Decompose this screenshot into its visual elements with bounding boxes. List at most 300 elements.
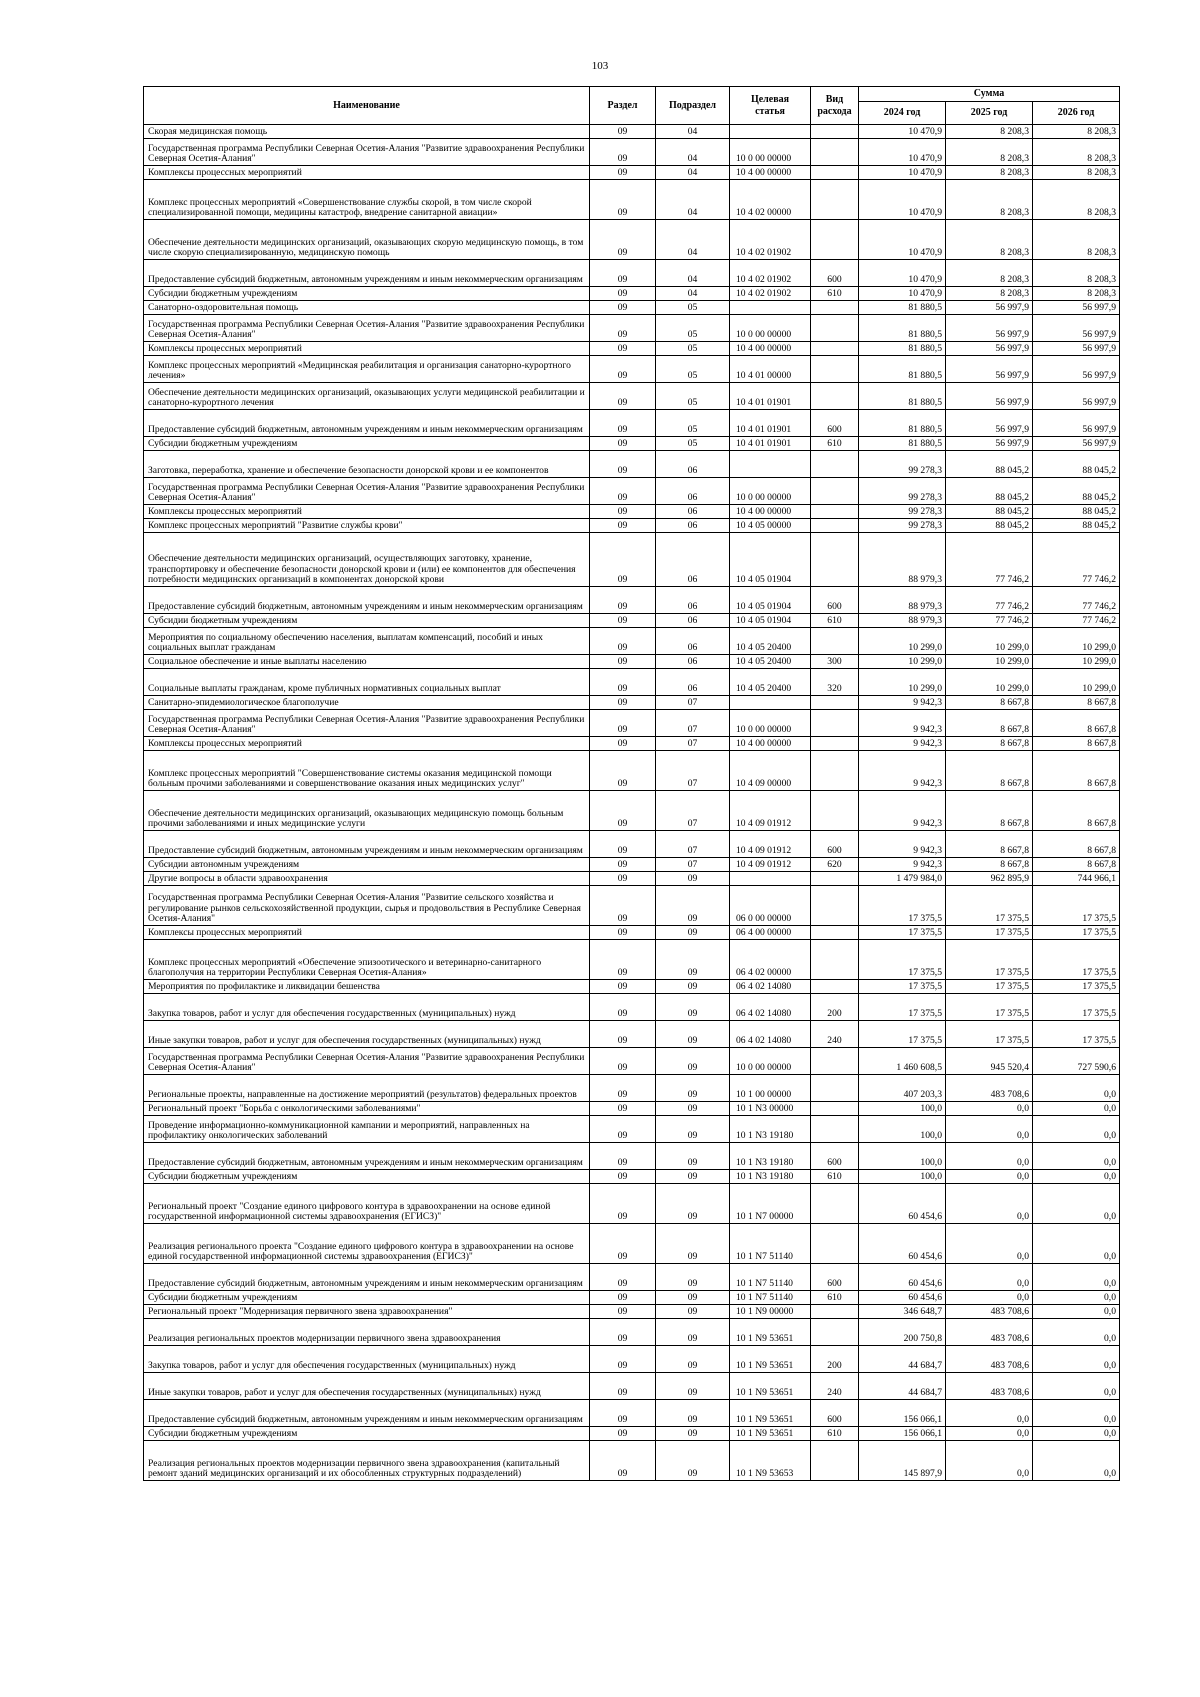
row-sum-2025: 8 208,3: [946, 139, 1033, 166]
table-row: [144, 655, 1120, 669]
header-name: Наименование: [144, 87, 590, 125]
table-row: [144, 505, 1120, 519]
row-sum-2024: 407 203,3: [859, 1075, 946, 1102]
table-row: [144, 519, 1120, 533]
row-section: 09: [590, 1170, 656, 1184]
row-sum-2025: 10 299,0: [946, 655, 1033, 669]
row-sum-2026: 8 208,3: [1033, 260, 1120, 287]
row-expense-type: [811, 505, 859, 519]
row-subsection: 04: [656, 220, 730, 260]
row-target-item: 10 0 00 00000: [730, 315, 811, 342]
row-expense-type: [811, 980, 859, 994]
row-name: Комплексы процессных мероприятий: [144, 342, 590, 356]
row-expense-type: [811, 1224, 859, 1264]
row-subsection: 06: [656, 478, 730, 505]
row-sum-2025: 0,0: [946, 1102, 1033, 1116]
row-section: 09: [590, 315, 656, 342]
row-sum-2024: 1 460 608,5: [859, 1048, 946, 1075]
table-row: [144, 669, 1120, 696]
row-sum-2024: 10 299,0: [859, 669, 946, 696]
row-sum-2026: 77 746,2: [1033, 614, 1120, 628]
row-subsection: 06: [656, 533, 730, 587]
row-sum-2024: 10 299,0: [859, 655, 946, 669]
row-name: Реализация регионального проекта "Создание единого цифрового контура в здравоохранении на основе единой государственной информационной системы здравоохранения (ЕГИСЗ)": [144, 1224, 590, 1264]
table-row: [144, 1021, 1120, 1048]
row-sum-2024: 9 942,3: [859, 710, 946, 737]
row-target-item: [730, 451, 811, 478]
row-sum-2026: 8 667,8: [1033, 710, 1120, 737]
row-sum-2026: 727 590,6: [1033, 1048, 1120, 1075]
row-subsection: 09: [656, 980, 730, 994]
row-section: 09: [590, 1305, 656, 1319]
row-name: Субсидии бюджетным учреждениям: [144, 437, 590, 451]
row-subsection: 05: [656, 301, 730, 315]
row-sum-2025: 10 299,0: [946, 669, 1033, 696]
row-target-item: [730, 872, 811, 886]
row-sum-2024: 100,0: [859, 1170, 946, 1184]
row-expense-type: [811, 1184, 859, 1224]
row-sum-2026: 88 045,2: [1033, 505, 1120, 519]
row-target-item: 10 0 00 00000: [730, 1048, 811, 1075]
row-name: Государственная программа Республики Северная Осетия-Алания "Развитие сельского хозяйства и регулирование рынков сельскохозяйственной продукции, сырья и продовольствия в Республике Северная Осетия-Алания": [144, 886, 590, 926]
row-section: 09: [590, 710, 656, 737]
row-section: 09: [590, 751, 656, 791]
row-expense-type: [811, 383, 859, 410]
table-row: [144, 1264, 1120, 1291]
row-name: Государственная программа Республики Северная Осетия-Алания "Развитие здравоохранения Республики Северная Осетия-Алания": [144, 315, 590, 342]
row-target-item: [730, 125, 811, 139]
row-sum-2025: 88 045,2: [946, 519, 1033, 533]
row-sum-2026: 0,0: [1033, 1184, 1120, 1224]
row-sum-2024: 60 454,6: [859, 1224, 946, 1264]
row-expense-type: [811, 886, 859, 926]
row-expense-type: 610: [811, 287, 859, 301]
row-sum-2026: 56 997,9: [1033, 410, 1120, 437]
table-row: [144, 751, 1120, 791]
table-row: [144, 1224, 1120, 1264]
row-sum-2024: 81 880,5: [859, 437, 946, 451]
row-sum-2024: 10 470,9: [859, 139, 946, 166]
row-expense-type: 240: [811, 1021, 859, 1048]
row-sum-2025: 0,0: [946, 1224, 1033, 1264]
row-sum-2025: 0,0: [946, 1264, 1033, 1291]
row-sum-2026: 0,0: [1033, 1116, 1120, 1143]
row-expense-type: [811, 940, 859, 980]
row-name: Закупка товаров, работ и услуг для обеспечения государственных (муниципальных) нужд: [144, 1346, 590, 1373]
row-section: 09: [590, 872, 656, 886]
row-sum-2025: 56 997,9: [946, 342, 1033, 356]
table-row: [144, 614, 1120, 628]
row-section: 09: [590, 980, 656, 994]
row-section: 09: [590, 301, 656, 315]
row-name: Субсидии бюджетным учреждениям: [144, 287, 590, 301]
row-section: 09: [590, 1373, 656, 1400]
row-sum-2026: 0,0: [1033, 1170, 1120, 1184]
row-name: Предоставление субсидий бюджетным, автономным учреждениям и иным некоммерческим организациям: [144, 410, 590, 437]
row-expense-type: [811, 791, 859, 831]
row-name: Реализация региональных проектов модернизации первичного звена здравоохранения (капитальный ремонт зданий медицинских организаций и их обособленных структурных подразделений): [144, 1441, 590, 1481]
row-target-item: 10 4 05 20400: [730, 655, 811, 669]
row-section: 09: [590, 342, 656, 356]
row-sum-2026: 0,0: [1033, 1305, 1120, 1319]
row-section: 09: [590, 410, 656, 437]
row-section: 09: [590, 1048, 656, 1075]
row-subsection: 09: [656, 1441, 730, 1481]
table-row: [144, 287, 1120, 301]
row-sum-2024: 60 454,6: [859, 1264, 946, 1291]
row-name: Реализация региональных проектов модернизации первичного звена здравоохранения: [144, 1319, 590, 1346]
row-sum-2025: 8 667,8: [946, 696, 1033, 710]
row-subsection: 04: [656, 260, 730, 287]
row-sum-2024: 156 066,1: [859, 1400, 946, 1427]
row-expense-type: [811, 301, 859, 315]
row-name: Комплекс процессных мероприятий «Медицинская реабилитация и организация санаторно-курортного лечения»: [144, 356, 590, 383]
table-row: [144, 872, 1120, 886]
row-sum-2026: 0,0: [1033, 1224, 1120, 1264]
row-subsection: 09: [656, 872, 730, 886]
row-section: 09: [590, 1291, 656, 1305]
row-subsection: 09: [656, 1427, 730, 1441]
row-section: 09: [590, 926, 656, 940]
row-expense-type: 200: [811, 994, 859, 1021]
row-name: Субсидии бюджетным учреждениям: [144, 1291, 590, 1305]
row-name: Субсидии автономным учреждениям: [144, 858, 590, 872]
row-sum-2026: 0,0: [1033, 1373, 1120, 1400]
row-sum-2024: 81 880,5: [859, 356, 946, 383]
table-row: [144, 940, 1120, 980]
row-expense-type: 600: [811, 1264, 859, 1291]
row-expense-type: 610: [811, 614, 859, 628]
row-sum-2025: 0,0: [946, 1116, 1033, 1143]
row-target-item: 10 0 00 00000: [730, 139, 811, 166]
row-expense-type: 600: [811, 587, 859, 614]
table-row: [144, 1116, 1120, 1143]
table-row: [144, 220, 1120, 260]
table-row: [144, 1400, 1120, 1427]
table-row: [144, 166, 1120, 180]
row-section: 09: [590, 696, 656, 710]
row-target-item: 10 1 N9 53651: [730, 1400, 811, 1427]
row-name: Комплексы процессных мероприятий: [144, 166, 590, 180]
row-sum-2025: 17 375,5: [946, 1021, 1033, 1048]
row-sum-2026: 8 667,8: [1033, 791, 1120, 831]
row-sum-2024: 100,0: [859, 1102, 946, 1116]
row-expense-type: [811, 696, 859, 710]
row-sum-2026: 56 997,9: [1033, 315, 1120, 342]
row-sum-2026: 0,0: [1033, 1427, 1120, 1441]
row-target-item: 10 1 N9 53651: [730, 1373, 811, 1400]
row-subsection: 04: [656, 166, 730, 180]
row-section: 09: [590, 478, 656, 505]
row-sum-2025: 8 208,3: [946, 260, 1033, 287]
row-name: Комплекс процессных мероприятий «Обеспечение эпизоотического и ветеринарно-санитарного благополучия на территории Республики Северная Осетия-Алания»: [144, 940, 590, 980]
row-sum-2024: 60 454,6: [859, 1291, 946, 1305]
row-subsection: 06: [656, 669, 730, 696]
row-sum-2026: 10 299,0: [1033, 628, 1120, 655]
row-subsection: 04: [656, 139, 730, 166]
row-section: 09: [590, 505, 656, 519]
header-expense-type: [811, 87, 859, 125]
row-sum-2025: 8 667,8: [946, 751, 1033, 791]
row-sum-2024: 17 375,5: [859, 1021, 946, 1048]
row-subsection: 05: [656, 315, 730, 342]
row-name: Обеспечение деятельности медицинских организаций, оказывающих услуги медицинской реабилитации и санаторно-курортного лечения: [144, 383, 590, 410]
row-sum-2026: 8 667,8: [1033, 831, 1120, 858]
row-target-item: 10 1 N9 00000: [730, 1305, 811, 1319]
table-row: [144, 1143, 1120, 1170]
row-name: Санитарно-эпидемиологическое благополучие: [144, 696, 590, 710]
row-sum-2026: 56 997,9: [1033, 383, 1120, 410]
row-section: 09: [590, 1264, 656, 1291]
row-name: Проведение информационно-коммуникационной кампании и мероприятий, направленных на профилактику онкологических заболеваний: [144, 1116, 590, 1143]
table-row: [144, 1427, 1120, 1441]
row-sum-2025: 77 746,2: [946, 614, 1033, 628]
row-subsection: 09: [656, 1373, 730, 1400]
row-target-item: 10 1 N7 51140: [730, 1224, 811, 1264]
table-row: [144, 886, 1120, 926]
row-target-item: 10 1 N7 51140: [730, 1264, 811, 1291]
row-expense-type: [811, 1075, 859, 1102]
row-name: Предоставление субсидий бюджетным, автономным учреждениям и иным некоммерческим организациям: [144, 831, 590, 858]
row-sum-2026: 0,0: [1033, 1319, 1120, 1346]
row-sum-2025: 17 375,5: [946, 886, 1033, 926]
row-section: 09: [590, 180, 656, 220]
row-name: Государственная программа Республики Северная Осетия-Алания "Развитие здравоохранения Республики Северная Осетия-Алания": [144, 710, 590, 737]
row-target-item: 10 4 02 00000: [730, 180, 811, 220]
row-name: Обеспечение деятельности медицинских организаций, оказывающих скорую медицинскую помощь, в том числе скорую специализированную, медицинскую помощь: [144, 220, 590, 260]
table-header: [144, 87, 1120, 125]
row-sum-2024: 81 880,5: [859, 342, 946, 356]
row-subsection: 07: [656, 858, 730, 872]
row-sum-2024: 10 470,9: [859, 166, 946, 180]
row-subsection: 09: [656, 1319, 730, 1346]
row-sum-2024: 17 375,5: [859, 926, 946, 940]
table-row: [144, 125, 1120, 139]
row-subsection: 09: [656, 1075, 730, 1102]
row-target-item: 10 4 05 01904: [730, 614, 811, 628]
table-row: [144, 1373, 1120, 1400]
row-section: 09: [590, 1102, 656, 1116]
row-subsection: 07: [656, 831, 730, 858]
row-section: 09: [590, 287, 656, 301]
row-subsection: 04: [656, 180, 730, 220]
row-sum-2025: 8 667,8: [946, 737, 1033, 751]
table-row: [144, 1441, 1120, 1481]
row-sum-2024: 99 278,3: [859, 451, 946, 478]
row-target-item: 06 4 02 14080: [730, 980, 811, 994]
row-section: 09: [590, 655, 656, 669]
row-sum-2025: 8 208,3: [946, 166, 1033, 180]
row-section: 09: [590, 1021, 656, 1048]
row-sum-2026: 0,0: [1033, 1441, 1120, 1481]
row-subsection: 06: [656, 451, 730, 478]
row-section: 09: [590, 994, 656, 1021]
row-expense-type: [811, 519, 859, 533]
row-subsection: 06: [656, 505, 730, 519]
row-target-item: 10 4 09 01912: [730, 858, 811, 872]
row-subsection: 09: [656, 886, 730, 926]
row-sum-2025: 8 667,8: [946, 791, 1033, 831]
row-section: 09: [590, 139, 656, 166]
row-subsection: 09: [656, 1184, 730, 1224]
row-name: Заготовка, переработка, хранение и обеспечение безопасности донорской крови и ее компонентов: [144, 451, 590, 478]
row-target-item: 10 1 N3 19180: [730, 1143, 811, 1170]
row-expense-type: 610: [811, 1427, 859, 1441]
row-sum-2024: 17 375,5: [859, 886, 946, 926]
row-target-item: 10 4 00 00000: [730, 737, 811, 751]
header-target-item-line1: Целевая: [750, 94, 790, 106]
row-name: Скорая медицинская помощь: [144, 125, 590, 139]
row-sum-2024: 10 470,9: [859, 180, 946, 220]
row-sum-2026: 0,0: [1033, 1102, 1120, 1116]
row-sum-2026: 0,0: [1033, 1143, 1120, 1170]
row-subsection: 06: [656, 614, 730, 628]
row-sum-2025: 962 895,9: [946, 872, 1033, 886]
row-section: 09: [590, 791, 656, 831]
row-sum-2024: 156 066,1: [859, 1427, 946, 1441]
row-sum-2026: 88 045,2: [1033, 478, 1120, 505]
row-sum-2025: 77 746,2: [946, 587, 1033, 614]
row-sum-2024: 99 278,3: [859, 505, 946, 519]
header-subsection: Подраздел: [656, 87, 730, 125]
row-target-item: 10 1 N9 53651: [730, 1346, 811, 1373]
row-subsection: 09: [656, 940, 730, 980]
row-sum-2025: 483 708,6: [946, 1075, 1033, 1102]
row-sum-2025: 0,0: [946, 1427, 1033, 1441]
header-sum: Сумма: [859, 87, 1120, 102]
row-target-item: 10 1 N9 53651: [730, 1427, 811, 1441]
header-year-2024: 2024 год: [859, 102, 946, 125]
row-sum-2026: 8 667,8: [1033, 737, 1120, 751]
table-row: [144, 180, 1120, 220]
row-sum-2024: 44 684,7: [859, 1346, 946, 1373]
row-sum-2025: 483 708,6: [946, 1319, 1033, 1346]
table-row: [144, 710, 1120, 737]
row-sum-2026: 8 667,8: [1033, 858, 1120, 872]
row-subsection: 05: [656, 356, 730, 383]
row-subsection: 07: [656, 791, 730, 831]
row-sum-2024: 81 880,5: [859, 410, 946, 437]
row-expense-type: [811, 139, 859, 166]
header-year-2026: 2026 год: [1033, 102, 1120, 125]
row-sum-2026: 8 667,8: [1033, 751, 1120, 791]
row-expense-type: 600: [811, 1400, 859, 1427]
row-sum-2025: 8 208,3: [946, 287, 1033, 301]
row-name: Субсидии бюджетным учреждениям: [144, 614, 590, 628]
table-row: [144, 383, 1120, 410]
row-subsection: 09: [656, 1224, 730, 1264]
row-sum-2026: 8 208,3: [1033, 125, 1120, 139]
row-sum-2026: 77 746,2: [1033, 587, 1120, 614]
row-sum-2024: 17 375,5: [859, 994, 946, 1021]
row-subsection: 05: [656, 410, 730, 437]
row-name: Комплекс процессных мероприятий "Развитие службы крови": [144, 519, 590, 533]
table-row: [144, 1075, 1120, 1102]
row-sum-2026: 8 208,3: [1033, 166, 1120, 180]
row-subsection: 06: [656, 519, 730, 533]
row-sum-2025: 56 997,9: [946, 383, 1033, 410]
row-sum-2024: 9 942,3: [859, 831, 946, 858]
table-row: [144, 1184, 1120, 1224]
table-row: [144, 1305, 1120, 1319]
row-sum-2024: 10 470,9: [859, 125, 946, 139]
row-section: 09: [590, 383, 656, 410]
row-name: Мероприятия по социальному обеспечению населения, выплатам компенсаций, пособий и иных социальных выплат гражданам: [144, 628, 590, 655]
row-name: Социальное обеспечение и иные выплаты населению: [144, 655, 590, 669]
row-section: 09: [590, 886, 656, 926]
row-sum-2025: 483 708,6: [946, 1305, 1033, 1319]
table-row: [144, 994, 1120, 1021]
row-sum-2025: 77 746,2: [946, 533, 1033, 587]
row-sum-2025: 8 667,8: [946, 831, 1033, 858]
row-sum-2025: 17 375,5: [946, 940, 1033, 980]
row-sum-2025: 483 708,6: [946, 1346, 1033, 1373]
row-sum-2026: 8 208,3: [1033, 220, 1120, 260]
row-sum-2024: 145 897,9: [859, 1441, 946, 1481]
row-sum-2025: 0,0: [946, 1184, 1033, 1224]
row-sum-2025: 56 997,9: [946, 315, 1033, 342]
row-section: 09: [590, 858, 656, 872]
row-sum-2025: 483 708,6: [946, 1373, 1033, 1400]
table-row: [144, 356, 1120, 383]
row-expense-type: [811, 1116, 859, 1143]
row-sum-2026: 0,0: [1033, 1400, 1120, 1427]
row-sum-2024: 88 979,3: [859, 614, 946, 628]
row-expense-type: [811, 220, 859, 260]
row-sum-2024: 60 454,6: [859, 1184, 946, 1224]
row-target-item: 06 4 02 00000: [730, 940, 811, 980]
row-target-item: 10 4 05 01904: [730, 587, 811, 614]
row-sum-2024: 88 979,3: [859, 533, 946, 587]
row-sum-2025: 56 997,9: [946, 301, 1033, 315]
row-sum-2026: 8 208,3: [1033, 180, 1120, 220]
row-sum-2025: 88 045,2: [946, 505, 1033, 519]
row-subsection: 04: [656, 287, 730, 301]
row-expense-type: 600: [811, 260, 859, 287]
row-sum-2024: 81 880,5: [859, 315, 946, 342]
row-target-item: 10 4 01 01901: [730, 410, 811, 437]
row-sum-2024: 81 880,5: [859, 301, 946, 315]
row-target-item: 10 4 02 01902: [730, 220, 811, 260]
row-section: 09: [590, 1346, 656, 1373]
row-name: Региональный проект "Создание единого цифрового контура в здравоохранении на основе единой государственной информационной системы здравоохранения (ЕГИСЗ)": [144, 1184, 590, 1224]
row-target-item: 10 4 05 01904: [730, 533, 811, 587]
row-section: 09: [590, 519, 656, 533]
table-row: [144, 533, 1120, 587]
row-target-item: 10 1 N3 19180: [730, 1170, 811, 1184]
row-target-item: 10 1 N3 19180: [730, 1116, 811, 1143]
row-subsection: 05: [656, 437, 730, 451]
row-target-item: 10 4 02 01902: [730, 260, 811, 287]
row-sum-2026: 17 375,5: [1033, 926, 1120, 940]
row-subsection: 09: [656, 926, 730, 940]
table-row: [144, 315, 1120, 342]
table-row: [144, 737, 1120, 751]
row-expense-type: [811, 478, 859, 505]
row-sum-2025: 56 997,9: [946, 437, 1033, 451]
row-subsection: 09: [656, 1102, 730, 1116]
row-sum-2026: 8 208,3: [1033, 287, 1120, 301]
row-sum-2026: 0,0: [1033, 1291, 1120, 1305]
row-expense-type: 600: [811, 1143, 859, 1170]
row-section: 09: [590, 831, 656, 858]
row-name: Социальные выплаты гражданам, кроме публичных нормативных социальных выплат: [144, 669, 590, 696]
row-name: Региональный проект "Борьба с онкологическими заболеваниями": [144, 1102, 590, 1116]
table-row: [144, 1346, 1120, 1373]
row-target-item: 10 0 00 00000: [730, 478, 811, 505]
row-section: 09: [590, 669, 656, 696]
row-target-item: 10 4 00 00000: [730, 342, 811, 356]
